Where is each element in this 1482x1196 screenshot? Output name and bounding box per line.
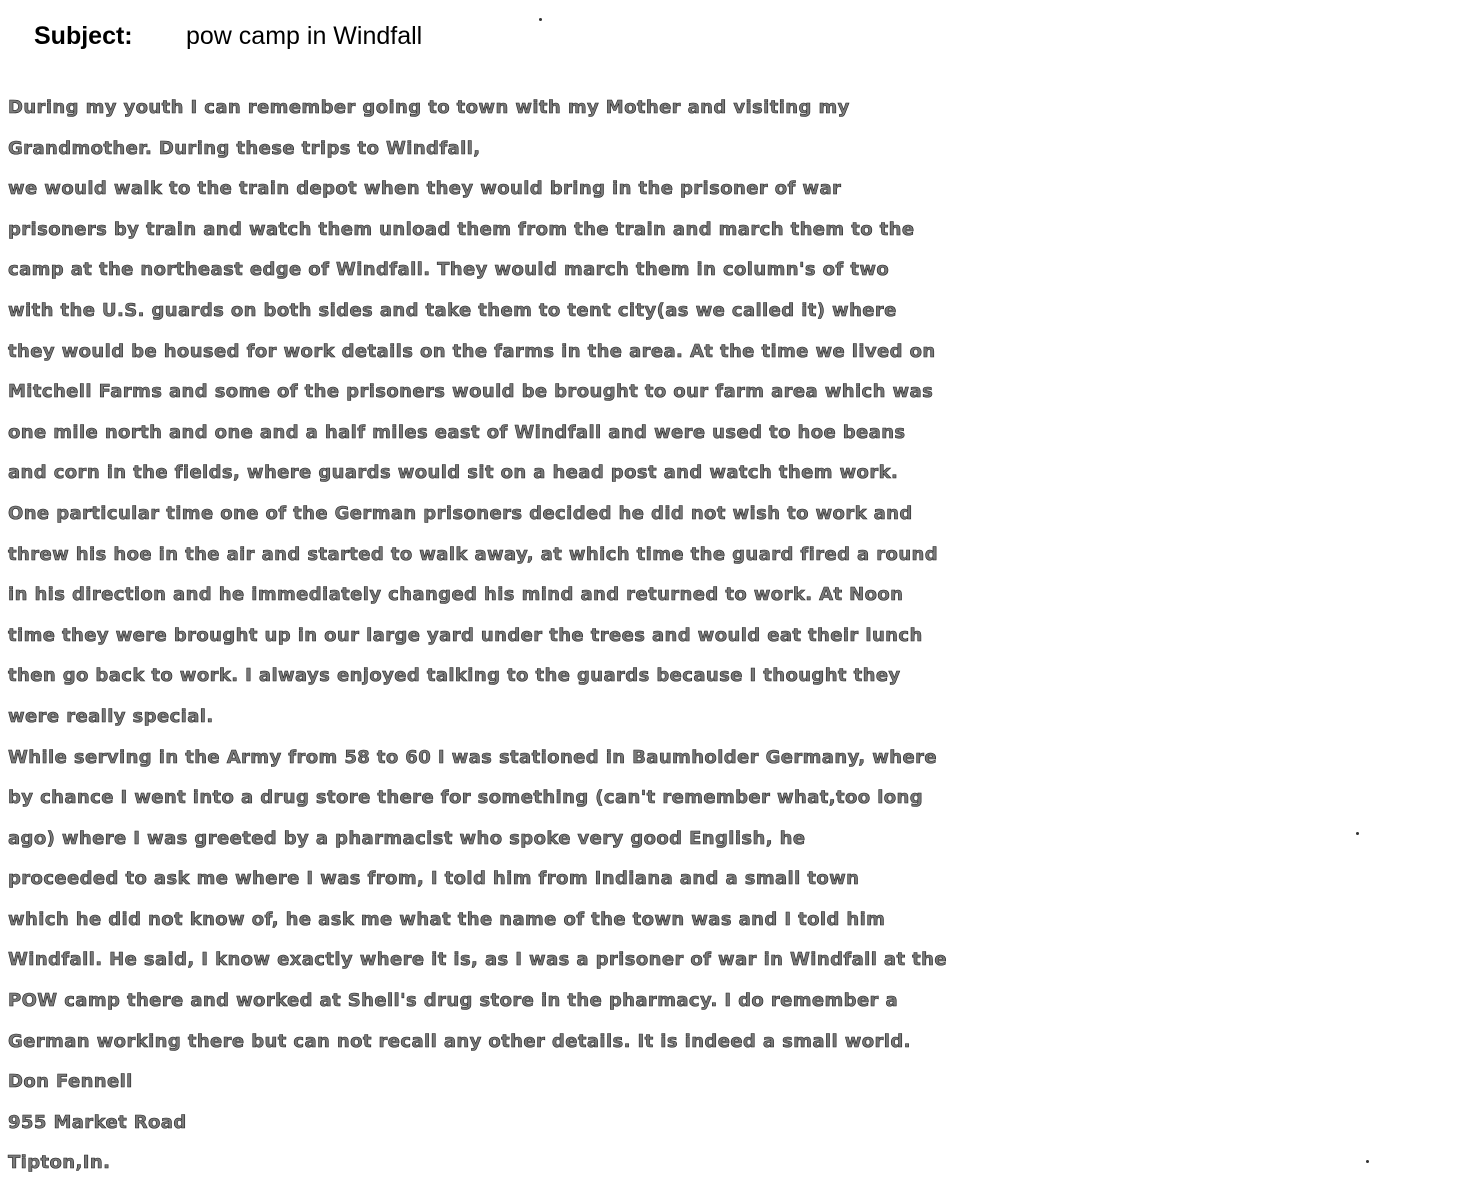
body-line: with the U.S. guards on both sides and take them to tent city(as we called it) where (8, 299, 897, 321)
body-line: in his direction and he immediately changed his mind and returned to work. At Noon (8, 584, 904, 606)
body-line: one mile north and one and a half miles east of Windfall and were used to hoe beans (8, 421, 906, 443)
body-line: by chance I went into a drug store there for something (can't remember what,too long (8, 787, 924, 809)
body-line: POW camp there and worked at Shell's drug store in the pharmacy. I do remember a (8, 990, 899, 1012)
body-line: ago) where I was greeted by a pharmacist who spoke very good English, he (8, 827, 806, 849)
signature-address: 955 Market Road (8, 1111, 187, 1133)
body-line: prisoners by train and watch them unload them from the train and march them to the (8, 218, 915, 240)
body-line: and corn in the fields, where guards would sit on a head post and watch them work. (8, 462, 899, 484)
body-line: Mitchell Farms and some of the prisoners would be brought to our farm area which was (8, 381, 934, 403)
body-line: While serving in the Army from 58 to 60 I was stationed in Baumholder Germany, where (8, 746, 937, 768)
body-line: During my youth I can remember going to town with my Mother and visiting my (8, 97, 850, 118)
body-line: they would be housed for work details on the farms in the area. At the time we lived on (8, 340, 936, 362)
letter-body (8, 88, 1476, 1184)
body-line: proceeded to ask me where I was from, I told him from Indiana and a small town (8, 868, 860, 890)
body-line: then go back to work. I always enjoyed talking to the guards because I thought they (8, 665, 901, 687)
body-line: Windfall. He said, I know exactly where it is, as I was a prisoner of war in Windfall at the (8, 949, 947, 971)
scan-speck (1366, 1160, 1369, 1163)
body-line: we would walk to the train depot when they would bring in the prisoner of war (8, 178, 842, 200)
body-line: camp at the northeast edge of Windfall. They would march them in column's of two (8, 259, 890, 281)
subject-value: pow camp in Windfall (186, 22, 423, 50)
body-line: One particular time one of the German prisoners decided he did not wish to work and (8, 502, 913, 524)
scan-speck (1356, 832, 1359, 835)
subject-label: Subject: (34, 22, 133, 50)
body-line: were really special. (8, 705, 214, 727)
body-line: time they were brought up in our large yard under the trees and would eat their lunch (8, 624, 923, 646)
body-line: which he did not know of, he ask me what the name of the town was and I told him (8, 908, 886, 930)
signature-city: Tipton,In. (8, 1152, 111, 1174)
body-line: Grandmother. During these trips to Windfall, (8, 137, 481, 159)
body-line: German working there but can not recall any other details. It is indeed a small world. (8, 1030, 911, 1052)
subject-header (34, 22, 422, 56)
body-line: threw his hoe in the air and started to walk away, at which time the guard fired a round (8, 543, 939, 565)
signature-name: Don Fennell (8, 1071, 133, 1093)
scan-speck (539, 18, 542, 21)
